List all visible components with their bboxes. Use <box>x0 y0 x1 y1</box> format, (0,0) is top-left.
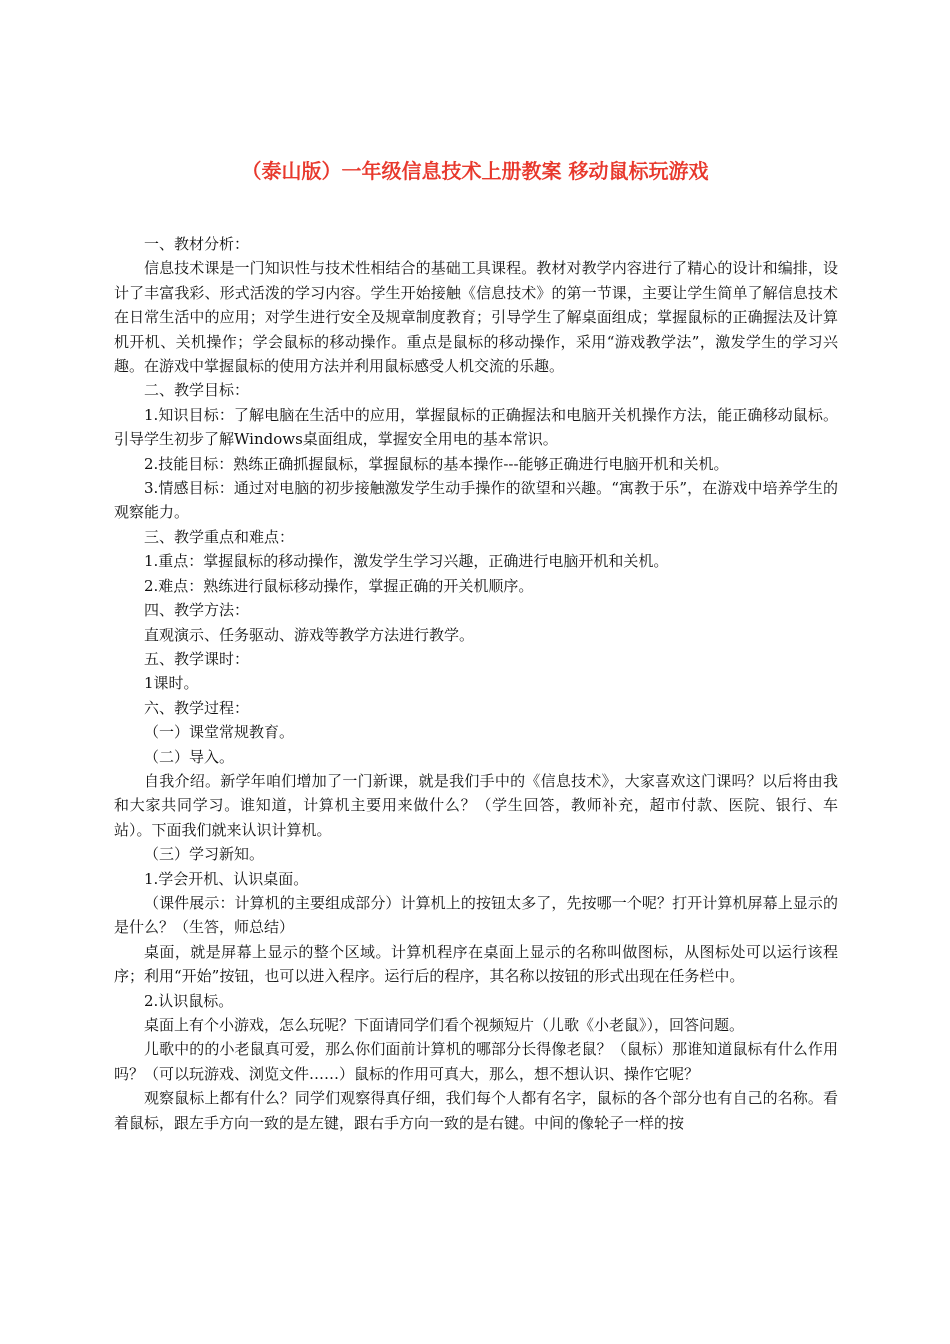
paragraph: 直观演示、任务驱动、游戏等教学方法进行教学。 <box>144 625 475 644</box>
section-heading: 三、教学重点和难点： <box>144 527 295 546</box>
section-heading: 六、教学过程： <box>144 698 250 717</box>
section-heading: 五、教学课时： <box>144 649 250 668</box>
paragraph: 1.知识目标：了解电脑在生活中的应用，掌握鼠标的正确握法和电脑开关机操作方法，能正确移动鼠标。引导学生初步了解Windows桌面组成，掌握安全用电的基本常识。 <box>114 405 838 449</box>
paragraph: 2.认识鼠标。 <box>144 991 234 1010</box>
section-heading: 四、教学方法： <box>144 601 250 620</box>
subsection-heading: （一）课堂常规教育。 <box>144 723 295 742</box>
subsection-heading: （二）导入。 <box>144 747 235 766</box>
paragraph: 1.学会开机、认识桌面。 <box>144 869 309 888</box>
paragraph: 自我介绍。新学年咱们增加了一门新课，就是我们手中的《信息技术》，大家喜欢这门课吗？以后将由我和大家共同学习。谁知道，计算机主要用来做什么？（学生回答，教师补充，超市付款、医院、银行、车站）。下面我们就来认识计算机。 <box>114 771 838 839</box>
paragraph: 1课时。 <box>144 674 199 693</box>
paragraph: 1.重点：掌握鼠标的移动操作，激发学生学习兴趣，正确进行电脑开机和关机。 <box>144 552 669 571</box>
paragraph: 桌面上有个小游戏，怎么玩呢？下面请同学们看个视频短片（儿歌《小老鼠》），回答问题。 <box>144 1016 745 1034</box>
section-heading: 一、教材分析： <box>144 235 250 253</box>
paragraph: 2.技能目标：熟练正确抓握鼠标，掌握鼠标的基本操作---能够正确进行电脑开机和关机。 <box>144 454 729 473</box>
paragraph: 2.难点：熟练进行鼠标移动操作，掌握正确的开关机顺序。 <box>144 576 534 595</box>
paragraph: 儿歌中的的小老鼠真可爱，那么你们面前计算机的哪部分长得像老鼠？（鼠标）那谁知道鼠标有什么作用吗？（可以玩游戏、浏览文件……）鼠标的作用可真大，那么，想不想认识、操作它呢？ <box>114 1040 838 1083</box>
document-body <box>114 232 838 1135</box>
section-heading: 二、教学目标： <box>144 381 250 400</box>
paragraph: （课件展示：计算机的主要组成部分）计算机上的按钮太多了，先按哪一个呢？打开计算机屏幕上显示的是什么？（生答，师总结） <box>114 893 838 937</box>
subsection-heading: （三）学习新知。 <box>144 845 265 864</box>
paragraph: 信息技术课是一门知识性与技术性相结合的基础工具课程。教材对教学内容进行了精心的设计和编排，设计了丰富我彩、形式活泼的学习内容。学生开始接触《信息技术》的第一节课，主要让学生简单了解信息技术在日常生活中的应用；对学生进行安全及规章制度教育；引导学生了解桌面组成；掌握鼠标的正确握法及计算机开机、关机操作；学会鼠标的移动操作。重点是鼠标的移动操作，采用“游戏教学法”，激发学生的学习兴趣。在游戏中掌握鼠标的使用方法并利用鼠标感受人机交流的乐趣。 <box>114 259 838 376</box>
paragraph: 3.情感目标：通过对电脑的初步接触激发学生动手操作的欲望和兴趣。“寓教于乐”，在游戏中培养学生的观察能力。 <box>114 479 838 522</box>
paragraph: 桌面，就是屏幕上显示的整个区域。计算机程序在桌面上显示的名称叫做图标，从图标处可以运行该程序；利用“开始”按钮，也可以进入程序。运行后的程序，其名称以按钮的形式出现在任务栏中。 <box>114 942 838 986</box>
paragraph: 观察鼠标上都有什么？同学们观察得真仔细，我们每个人都有名字，鼠标的各个部分也有自己的名称。看着鼠标，跟左手方向一致的是左键，跟右手方向一致的是右键。中间的像轮子一样的按 <box>114 1089 838 1132</box>
page-title: （泰山版）一年级信息技术上册教案 移动鼠标玩游戏 <box>241 159 709 183</box>
